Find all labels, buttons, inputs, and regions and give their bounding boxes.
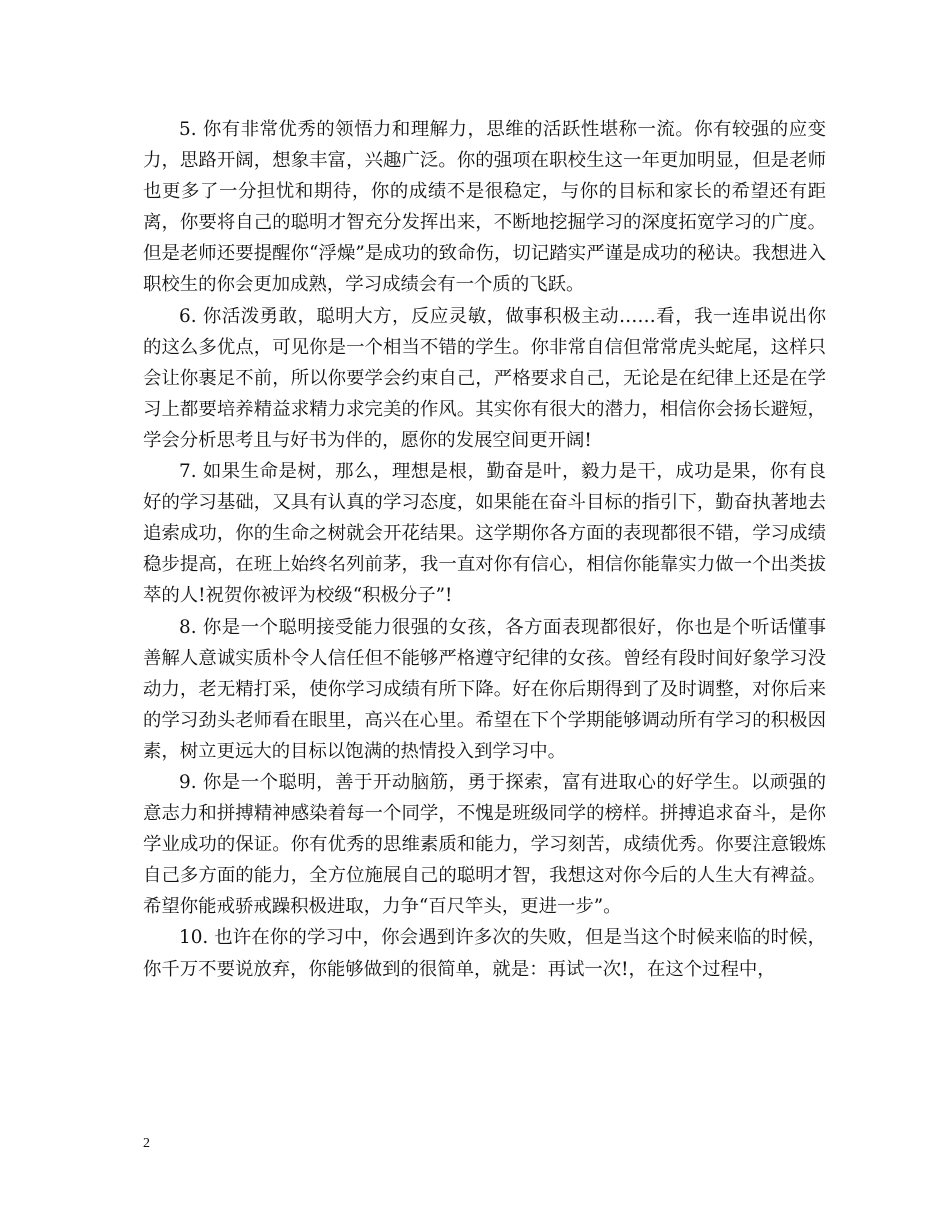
document-body (143, 114, 826, 985)
paragraph-9: 9. 你是一个聪明，善于开动脑筋，勇于探索，富有进取心的好学生。以顽强的意志力和拼搏精神感染着每一个同学，不愧是班级同学的榜样。拼搏追求奋斗，是你学业成功的保证。你有优秀的思维素质和能力，学习刻苦，成绩优秀。你要注意锻炼自己多方面的能力，全方位施展自己的聪明才智，我想这对你今后的人生大有裨益。希望你能戒骄戒躁积极进取，力争“百尺竿头，更进一步”。 (143, 771, 826, 918)
paragraph-6: 6. 你活泼勇敢，聪明大方，反应灵敏，做事积极主动……看，我一连串说出你的这么多优点，可见你是一个相当不错的学生。你非常自信但常常虎头蛇尾，这样只会让你裹足不前，所以你要学会约束自己，严格要求自己，无论是在纪律上还是在学习上都要培养精益求精力求完美的作风。其实你有很大的潜力，相信你会扬长避短，学会分析思考且与好书为伴的，愿你的发展空间更开阔! (143, 305, 826, 451)
paragraph-5: 5. 你有非常优秀的领悟力和理解力，思维的活跃性堪称一流。你有较强的应变力，思路开阔，想象丰富，兴趣广泛。你的强项在职校生这一年更加明显，但是老师也更多了一分担忧和期待，你的成绩不是很稳定，与你的目标和家长的希望还有距离，你要将自己的聪明才智充分发挥出来，不断地挖掘学习的深度拓宽学习的广度。但是老师还要提醒你“浮燥”是成功的致命伤，切记踏实严谨是成功的秘诀。我想进入职校生的你会更加成熟，学习成绩会有一个质的飞跃。 (143, 119, 826, 296)
paragraph-10: 10. 也许在你的学习中，你会遇到许多次的失败，但是当这个时候来临的时候，你千万不要说放弃，你能够做到的很简单，就是：再试一次!，在这个过程中， (143, 927, 826, 980)
paragraph-7: 7. 如果生命是树，那么，理想是根，勤奋是叶，毅力是干，成功是果，你有良好的学习基础，又具有认真的学习态度，如果能在奋斗目标的指引下，勤奋执著地去追索成功，你的生命之树就会开花结果。这学期你各方面的表现都很不错，学习成绩稳步提高，在班上始终名列前茅，我一直对你有信心，相信你能靠实力做一个出类拔萃的人!祝贺你被评为校级“积极分子”! (143, 461, 826, 607)
page-number: 2 (143, 1136, 150, 1151)
paragraph-8: 8. 你是一个聪明接受能力很强的女孩，各方面表现都很好，你也是个听话懂事善解人意诚实质朴令人信任但不能够严格遵守纪律的女孩。曾经有段时间好象学习没动力，老无精打采，使你学习成绩有所下降。好在你后期得到了及时调整，对你后来的学习劲头老师看在眼里，高兴在心里。希望在下个学期能够调动所有学习的积极因素，树立更远大的目标以饱满的热情投入到学习中。 (143, 616, 826, 762)
